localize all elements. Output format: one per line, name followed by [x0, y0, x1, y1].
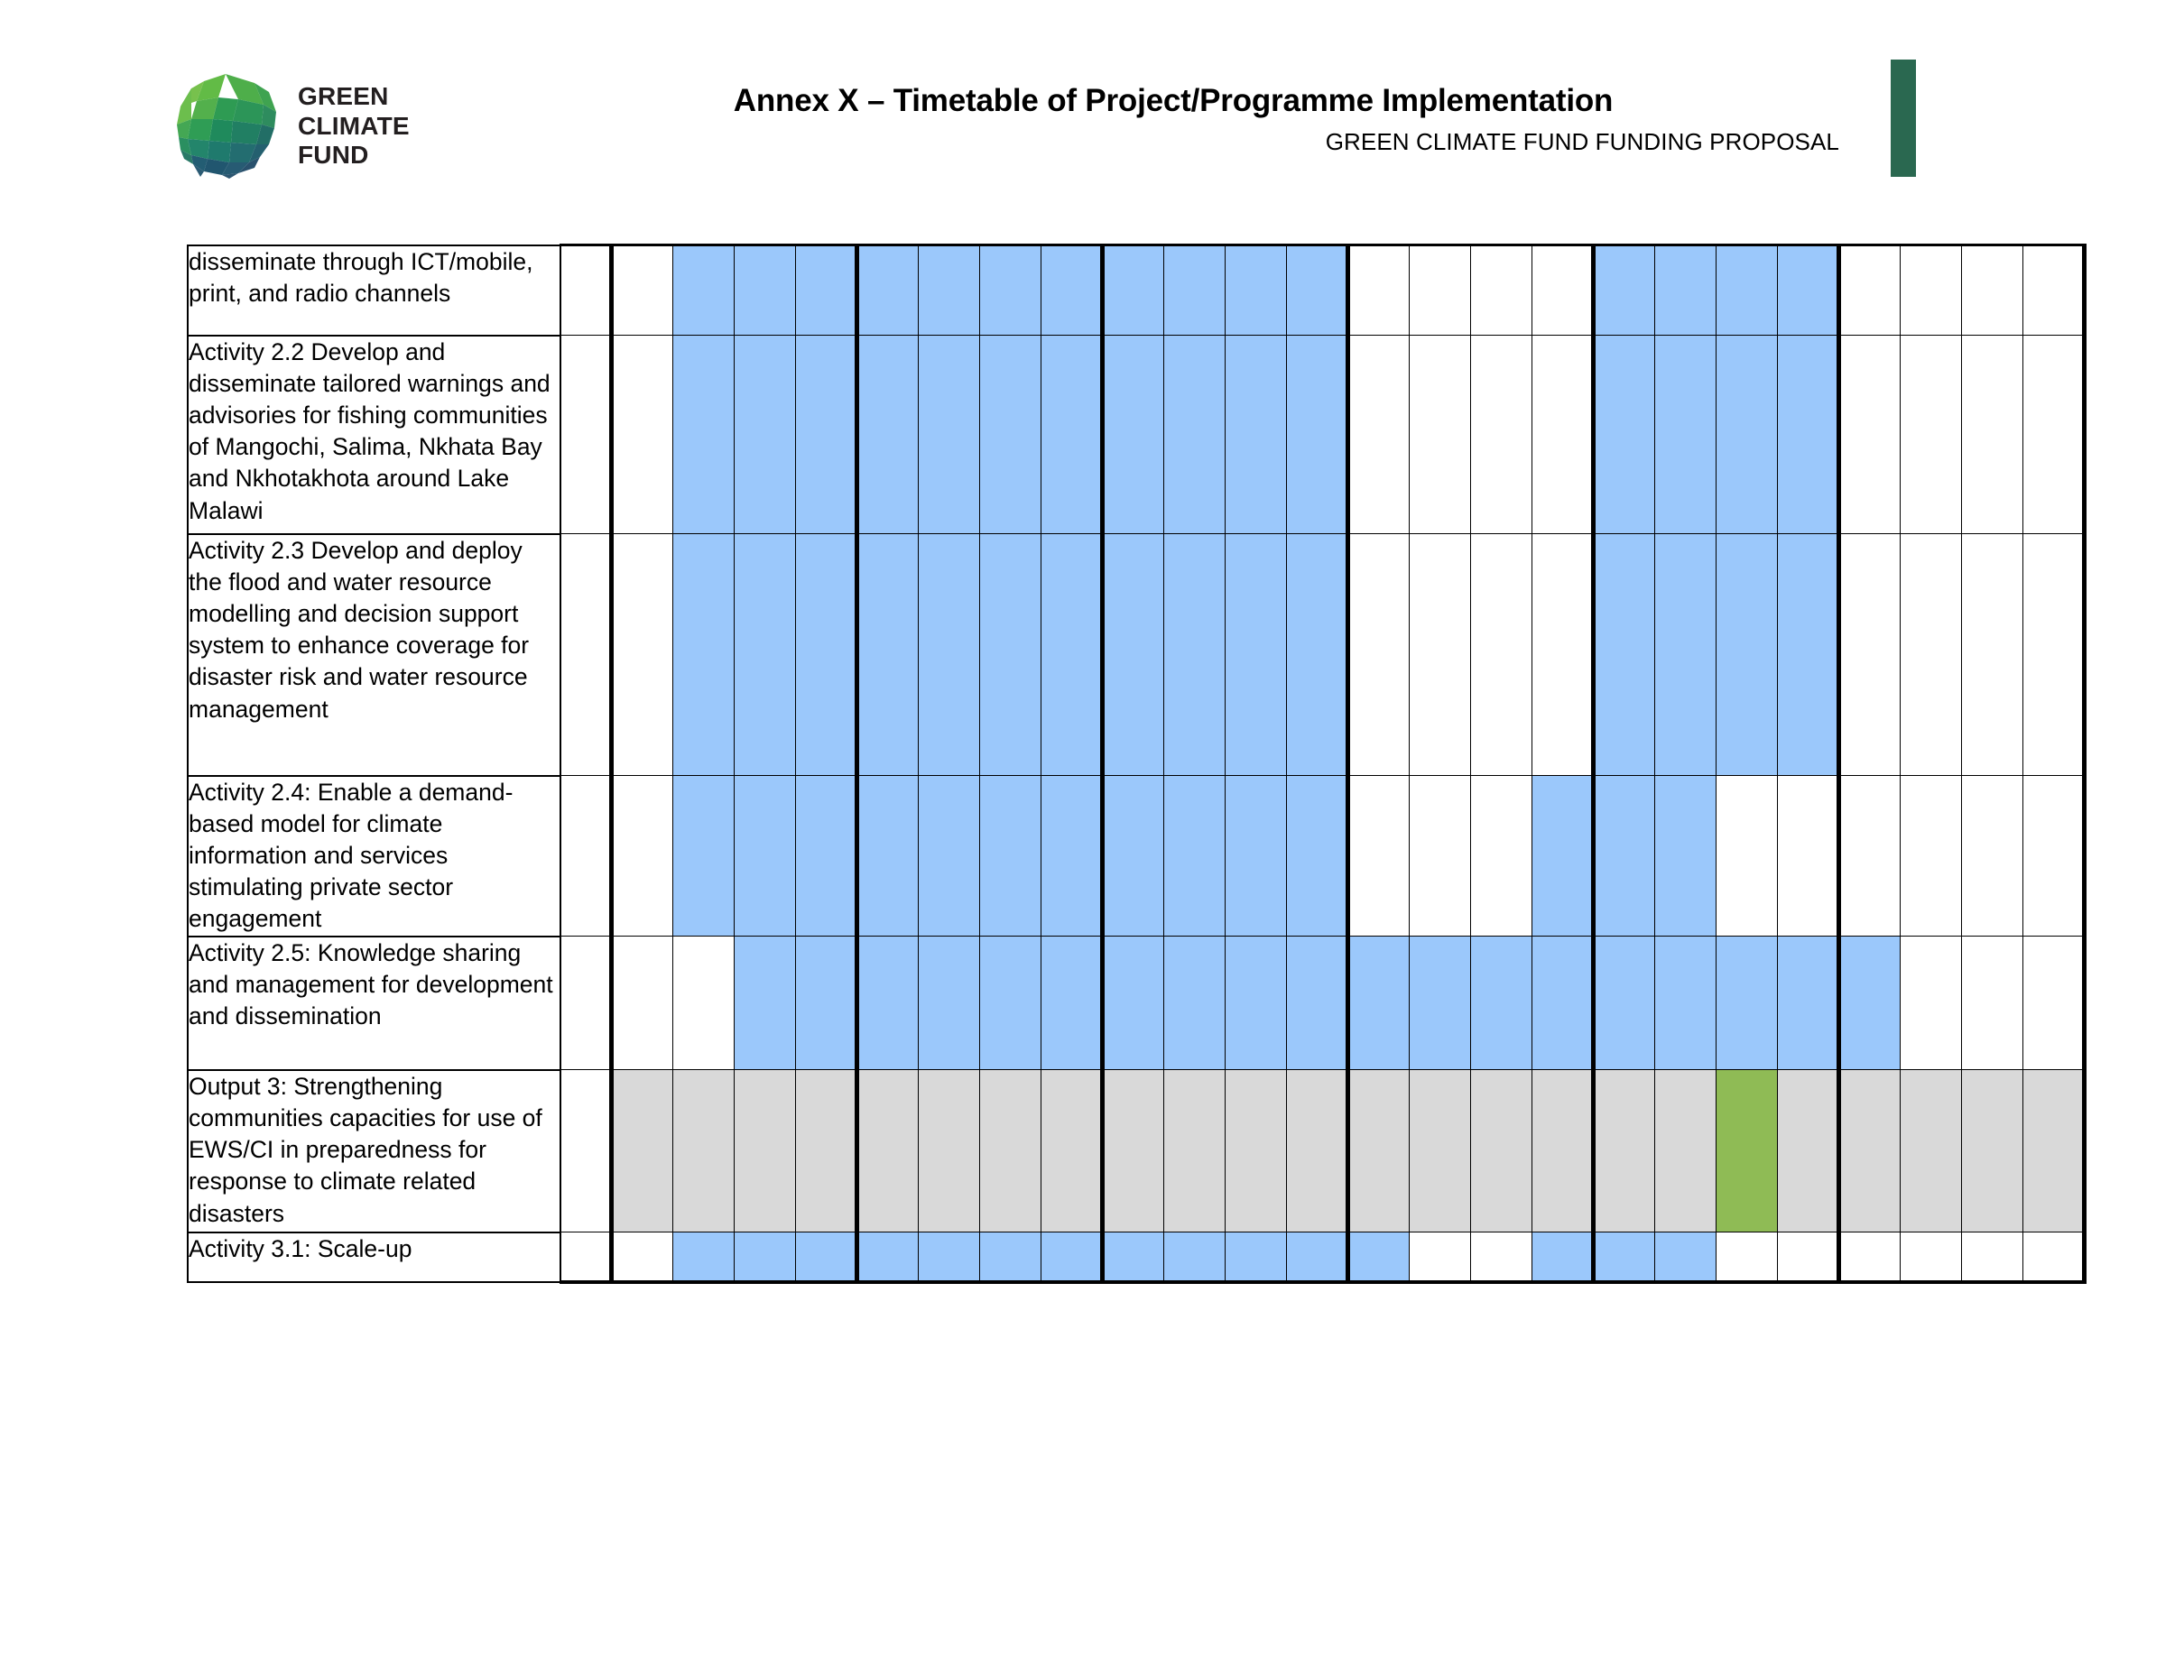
gantt-cell	[672, 245, 734, 336]
table-row	[188, 937, 2084, 1070]
gantt-cell	[1163, 1232, 1225, 1282]
gantt-cell	[1409, 937, 1470, 1070]
gantt-cell	[2022, 776, 2084, 937]
gantt-cell	[611, 1070, 672, 1232]
gantt-cell	[611, 776, 672, 937]
gantt-cell	[1286, 534, 1347, 776]
gantt-cell	[1716, 1232, 1777, 1282]
gantt-cell	[1409, 336, 1470, 534]
gantt-cell	[1716, 1070, 1777, 1232]
gantt-cell	[1654, 1070, 1716, 1232]
gantt-cell	[1225, 534, 1286, 776]
gantt-cell	[734, 336, 795, 534]
gantt-cell	[1716, 245, 1777, 336]
gantt-cell	[1347, 1232, 1409, 1282]
gantt-cell	[918, 776, 979, 937]
row-gutter-cell	[560, 336, 611, 534]
gantt-cell	[1409, 534, 1470, 776]
gantt-cell	[1900, 245, 1961, 336]
gantt-cell	[1593, 1232, 1654, 1282]
row-gutter-cell	[560, 937, 611, 1070]
gantt-cell	[1041, 245, 1102, 336]
gantt-cell	[611, 1232, 672, 1282]
gantt-cell	[672, 336, 734, 534]
gantt-cell	[1347, 1070, 1409, 1232]
gantt-cell	[1347, 336, 1409, 534]
gantt-cell	[1777, 776, 1838, 937]
row-label: Activity 2.3 Develop and deploy the flood and water resource modelling and decision support system to enhance coverage for disaster risk and water resource management	[188, 534, 560, 776]
gantt-cell	[1532, 534, 1593, 776]
gantt-cell	[1347, 534, 1409, 776]
gantt-cell	[1777, 336, 1838, 534]
gantt-cell	[1777, 937, 1838, 1070]
gantt-cell	[2022, 937, 2084, 1070]
gantt-cell	[1838, 776, 1900, 937]
gantt-cell	[1286, 245, 1347, 336]
gantt-cell	[734, 245, 795, 336]
gantt-cell	[856, 245, 918, 336]
table-row	[188, 1070, 2084, 1232]
gantt-cell	[979, 1232, 1041, 1282]
gantt-cell	[1961, 776, 2022, 937]
table-row	[188, 776, 2084, 937]
gantt-cell	[1409, 1232, 1470, 1282]
gantt-cell	[1347, 776, 1409, 937]
gantt-cell	[1409, 776, 1470, 937]
gantt-cell	[979, 534, 1041, 776]
gantt-cell	[1102, 1070, 1163, 1232]
row-gutter-cell	[560, 534, 611, 776]
gantt-cell	[1593, 776, 1654, 937]
gantt-cell	[1716, 534, 1777, 776]
table-row	[188, 534, 2084, 776]
gantt-cell	[1041, 937, 1102, 1070]
gantt-cell	[2022, 245, 2084, 336]
gantt-cell	[611, 937, 672, 1070]
gantt-cell	[1225, 776, 1286, 937]
title-block	[505, 81, 1841, 156]
gantt-cell	[1961, 534, 2022, 776]
gantt-cell	[1041, 1070, 1102, 1232]
gantt-cell	[1225, 245, 1286, 336]
page-title: Annex X – Timetable of Project/Programme Implementation	[733, 83, 1614, 118]
gantt-cell	[1470, 245, 1532, 336]
gantt-cell	[1961, 937, 2022, 1070]
gantt-cell	[979, 776, 1041, 937]
gantt-cell	[795, 1070, 856, 1232]
gantt-cell	[1838, 937, 1900, 1070]
gantt-cell	[1041, 1232, 1102, 1282]
gantt-cell	[2022, 1070, 2084, 1232]
gantt-cell	[611, 336, 672, 534]
gantt-cell	[1838, 1070, 1900, 1232]
gantt-cell	[1777, 1232, 1838, 1282]
gantt-cell	[1593, 245, 1654, 336]
gcf-globe-logo-icon	[168, 69, 283, 184]
gantt-cell	[672, 1232, 734, 1282]
gantt-cell	[1102, 937, 1163, 1070]
gantt-cell	[1470, 534, 1532, 776]
gantt-cell	[1838, 534, 1900, 776]
gantt-cell	[1470, 336, 1532, 534]
logo-line-fund: FUND	[298, 141, 369, 170]
row-gutter-cell	[560, 245, 611, 336]
gantt-cell	[1102, 534, 1163, 776]
gantt-cell	[1777, 534, 1838, 776]
gantt-cell	[1286, 1232, 1347, 1282]
gantt-cell	[1900, 1232, 1961, 1282]
gantt-cell	[856, 1232, 918, 1282]
gantt-cell	[795, 245, 856, 336]
row-label: Activity 2.5: Knowledge sharing and management for development and dissemination	[188, 937, 560, 1070]
gantt-cell	[1041, 336, 1102, 534]
row-gutter-cell	[560, 1232, 611, 1282]
gantt-cell	[1838, 1232, 1900, 1282]
gantt-cell	[795, 534, 856, 776]
gantt-cell	[1654, 245, 1716, 336]
gantt-cell	[979, 336, 1041, 534]
gantt-cell	[1163, 245, 1225, 336]
gantt-cell	[1225, 1070, 1286, 1232]
gantt-cell	[1900, 336, 1961, 534]
gantt-cell	[1347, 245, 1409, 336]
gantt-cell	[1409, 1070, 1470, 1232]
gcf-logo-wordmark	[298, 82, 410, 171]
gantt-cell	[1532, 776, 1593, 937]
gantt-cell	[1470, 937, 1532, 1070]
gantt-cell	[734, 534, 795, 776]
gantt-cell	[1286, 1070, 1347, 1232]
gantt-cell	[1777, 245, 1838, 336]
gantt-cell	[1041, 534, 1102, 776]
gantt-cell	[1532, 245, 1593, 336]
row-label: Output 3: Strengthening communities capacities for use of EWS/CI in preparedness for response to climate related disasters	[188, 1070, 560, 1232]
gantt-cell	[1286, 776, 1347, 937]
gantt-cell	[856, 534, 918, 776]
gantt-cell	[2022, 534, 2084, 776]
gantt-cell	[1532, 937, 1593, 1070]
gantt-cell	[1102, 1232, 1163, 1282]
gantt-cell	[1900, 937, 1961, 1070]
gantt-cell	[1532, 1070, 1593, 1232]
gantt-cell	[795, 1232, 856, 1282]
gantt-cell	[1900, 534, 1961, 776]
row-label: Activity 2.4: Enable a demand-based model for climate information and services stimulating private sector engagement	[188, 776, 560, 937]
gantt-cell	[918, 336, 979, 534]
gantt-cell	[1347, 937, 1409, 1070]
gantt-cell	[672, 776, 734, 937]
gantt-cell	[1961, 1232, 2022, 1282]
gantt-cell	[734, 937, 795, 1070]
gantt-cell	[856, 937, 918, 1070]
gantt-cell	[918, 245, 979, 336]
gantt-cell	[856, 776, 918, 937]
gantt-cell	[795, 336, 856, 534]
gantt-cell	[795, 937, 856, 1070]
gantt-cell	[1163, 534, 1225, 776]
gantt-cell	[918, 937, 979, 1070]
gantt-cell	[1102, 336, 1163, 534]
gantt-cell	[1716, 937, 1777, 1070]
gantt-cell	[611, 245, 672, 336]
gantt-cell	[1163, 336, 1225, 534]
gantt-cell	[1470, 776, 1532, 937]
gantt-cell	[1470, 1232, 1532, 1282]
gantt-cell	[1225, 336, 1286, 534]
gcf-logo	[168, 54, 466, 198]
gantt-cell	[1102, 776, 1163, 937]
gantt-cell	[734, 1070, 795, 1232]
gantt-cell	[1593, 937, 1654, 1070]
gantt-cell	[1163, 937, 1225, 1070]
gantt-cell	[1225, 1232, 1286, 1282]
gantt-cell	[1593, 336, 1654, 534]
gantt-cell	[1102, 245, 1163, 336]
gantt-cell	[672, 937, 734, 1070]
gantt-cell	[979, 937, 1041, 1070]
logo-line-green: GREEN	[298, 81, 389, 110]
gantt-cell	[1286, 336, 1347, 534]
table-row	[188, 1232, 2084, 1282]
gantt-cell	[1409, 245, 1470, 336]
gantt-cell	[1654, 1232, 1716, 1282]
gantt-cell	[795, 776, 856, 937]
gantt-cell	[1654, 336, 1716, 534]
timetable-gantt	[187, 244, 2087, 1284]
gantt-cell	[1470, 1070, 1532, 1232]
gantt-cell	[856, 1070, 918, 1232]
gantt-cell	[1286, 937, 1347, 1070]
gantt-cell	[1654, 534, 1716, 776]
row-label: disseminate through ICT/mobile, print, and radio channels	[188, 245, 560, 336]
gantt-cell	[1900, 1070, 1961, 1232]
document-header	[0, 0, 2184, 235]
gantt-cell	[918, 534, 979, 776]
gantt-cell	[1163, 1070, 1225, 1232]
table-row	[188, 336, 2084, 534]
gantt-cell	[979, 245, 1041, 336]
gantt-cell	[672, 1070, 734, 1232]
table-row	[188, 245, 2084, 336]
timetable-body	[188, 245, 2084, 1282]
gantt-cell	[1654, 776, 1716, 937]
brand-accent-bar	[1891, 60, 1916, 177]
logo-line-climate: CLIMATE	[298, 111, 410, 140]
gantt-cell	[1716, 776, 1777, 937]
gantt-cell	[1838, 245, 1900, 336]
gantt-cell	[1900, 776, 1961, 937]
row-label: Activity 3.1: Scale-up	[188, 1232, 560, 1282]
gantt-cell	[1838, 336, 1900, 534]
gantt-cell	[1654, 937, 1716, 1070]
gantt-cell	[1593, 1070, 1654, 1232]
gantt-cell	[611, 534, 672, 776]
gantt-cell	[672, 534, 734, 776]
gantt-cell	[1961, 336, 2022, 534]
gantt-cell	[1225, 937, 1286, 1070]
gantt-cell	[979, 1070, 1041, 1232]
gantt-cell	[1716, 336, 1777, 534]
gantt-cell	[1041, 776, 1102, 937]
gantt-cell	[1961, 245, 2022, 336]
page-subtitle: GREEN CLIMATE FUND FUNDING PROPOSAL	[1325, 127, 1839, 155]
row-gutter-cell	[560, 776, 611, 937]
gantt-cell	[1532, 336, 1593, 534]
gantt-cell	[1961, 1070, 2022, 1232]
gantt-cell	[856, 336, 918, 534]
gantt-cell	[1532, 1232, 1593, 1282]
gantt-cell	[918, 1232, 979, 1282]
row-label: Activity 2.2 Develop and disseminate tailored warnings and advisories for fishing communities of Mangochi, Salima, Nkhata Bay and Nkhotakhota around Lake Malawi	[188, 336, 560, 534]
gantt-cell	[734, 776, 795, 937]
gantt-cell	[1777, 1070, 1838, 1232]
row-gutter-cell	[560, 1070, 611, 1232]
gantt-cell	[2022, 1232, 2084, 1282]
gantt-cell	[918, 1070, 979, 1232]
gantt-cell	[734, 1232, 795, 1282]
gantt-cell	[1593, 534, 1654, 776]
gantt-cell	[2022, 336, 2084, 534]
gantt-cell	[1163, 776, 1225, 937]
